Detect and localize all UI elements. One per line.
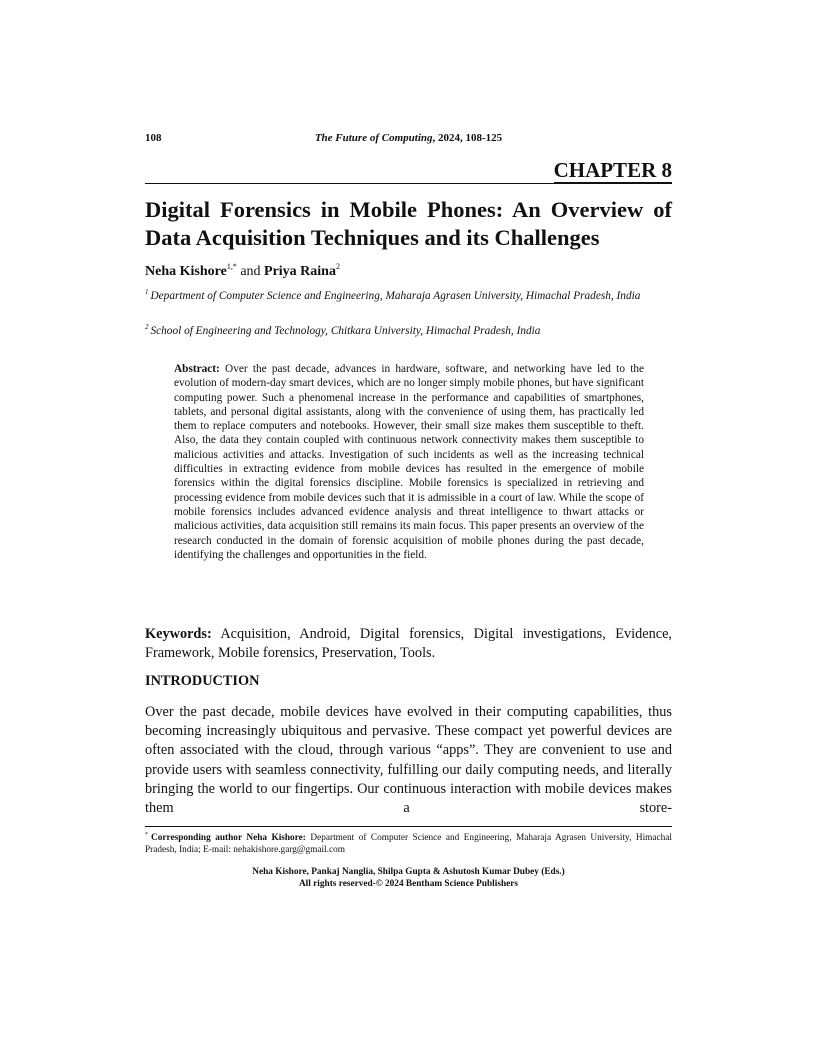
chapter-label: CHAPTER 8 [553, 158, 672, 182]
chapter-rule [145, 183, 672, 184]
journal-details: , 2024, 108-125 [432, 132, 503, 144]
publisher-imprint [145, 867, 672, 890]
author-1-marks: 1,* [226, 262, 237, 271]
intro-paragraph: Over the past decade, mobile devices have evolved in their computing capabilities, thus becoming increasingly ubiquitous and pervasive. These compact yet powerful devices are often associated with the cloud, through various “apps”. They are convenient to use and provide users with seamless connectivity, fulfilling our daily computing needs, and literally bringing the world to our fingertips. Our continuous interaction with mobile devices makes them a store- [145, 704, 672, 817]
keywords-label: Keywords: [145, 626, 212, 642]
author-2-name: Priya Raina [264, 264, 336, 279]
abstract [174, 362, 644, 562]
imprint-editors: Neha Kishore, Pankaj Nanglia, Shilpa Gupta & Ashutosh Kumar Dubey (Eds.) [252, 867, 565, 877]
section-heading: INTRODUCTION [145, 673, 260, 689]
author-2-marks: 2 [335, 262, 340, 271]
author-1-name: Neha Kishore [145, 264, 227, 279]
affiliation-1 [145, 285, 672, 304]
affiliation-2-text: School of Engineering and Technology, Chitkara University, Himachal Pradesh, India [150, 325, 541, 337]
affiliation-2 [145, 320, 672, 339]
affiliation-2-mark: 2 [145, 323, 149, 331]
footnote-label: Corresponding author Neha Kishore: [151, 833, 306, 843]
running-header [145, 132, 672, 148]
affiliation-1-mark: 1 [145, 288, 149, 296]
author-line [145, 262, 340, 280]
imprint-rights: All rights reserved-© 2024 Bentham Science Publishers [298, 878, 519, 889]
keywords-text: Acquisition, Android, Digital forensics, Digital investigations, Evidence, Framework, Mobile forensics, Preservation, Tools. [145, 626, 672, 661]
abstract-text: Over the past decade, advances in hardware, software, and networking have led to the evolution of modern-day smart devices, which are no longer simply mobile phones, but have significant computing power. Such a phenomenal increase in the performance and capabilities of smartphones, tablets, and personal digital assistants, along with the convenience of using them, has practically led them to replace computers and notebooks. However, their small size makes them susceptible to theft. Also, the data they contain coupled with continuous network connectivity makes them susceptible to malicious activities and attacks. Investigation of such incidents as well as the increasing technical difficulties in extracting evidence from mobile devices has resulted in the emergence of mobile forensics within the digital forensics discipline. Mobile forensics is specialized in retrieving and processing evidence from mobile devices such that it is admissible in a court of law. While the scope of mobile forensics includes advanced evidence analysis and threat intelligence to thwart attacks or malicious activities, data acquisition still remains its main focus. This paper presents an overview of the research conducted in the domain of forensic acquisition of mobile phones during the past decade, identifying the challenges and opportunities in the field. [174, 363, 644, 561]
footnote [145, 829, 672, 856]
abstract-label: Abstract: [174, 363, 220, 375]
keywords [145, 625, 672, 663]
affiliation-1-text: Department of Computer Science and Engineering, Maharaja Agrasen University, Himachal Pradesh, India [150, 290, 641, 302]
footnote-text: Department of Computer Science and Engineering, Maharaja Agrasen University, Himachal Pradesh, India; E-mail: nehakishore.garg@gmail.com [145, 833, 672, 855]
chapter-heading [145, 158, 672, 184]
author-conjunction: and [236, 264, 265, 279]
journal-name: The Future of Computing [314, 132, 433, 144]
journal-citation [145, 132, 672, 144]
footnote-rule [145, 826, 672, 827]
page-number: 108 [145, 132, 162, 144]
footnote-mark: * [145, 832, 148, 838]
paper-title: Digital Forensics in Mobile Phones: An Overview of Data Acquisition Techniques and its Challenges [145, 197, 672, 250]
